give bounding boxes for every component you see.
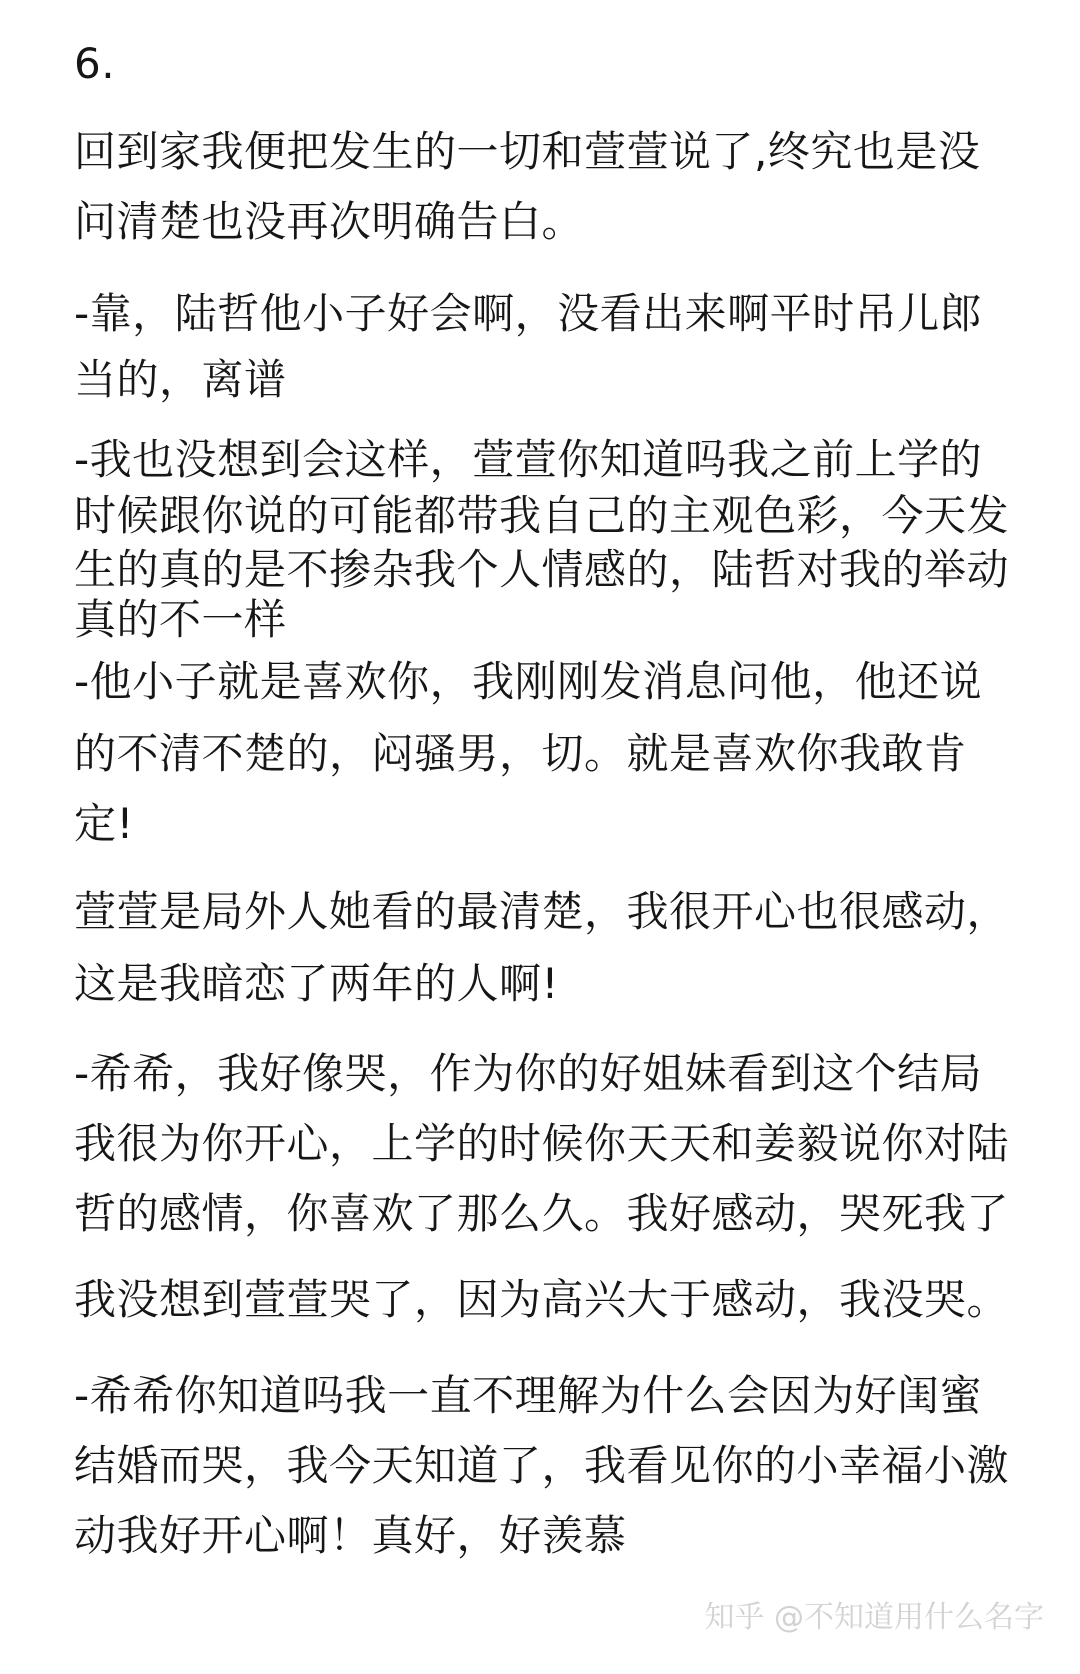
text-line: 时候跟你说的可能都带我自己的主观色彩，今天发 [74,491,1010,540]
text-line: 的不清不楚的，闷骚男，切。就是喜欢你我敢肯 [74,729,967,778]
text-line: -希希，我好像哭，作为你的好姐妹看到这个结局 [74,1049,983,1098]
text-line: 这是我暗恋了两年的人啊! [74,959,559,1008]
text-line: -希希你知道吗我一直不理解为什么会因为好闺蜜 [74,1371,983,1420]
text-line: 萱萱是局外人她看的最清楚，我很开心也很感动， [74,887,1010,936]
text-line: -我也没想到会这样，萱萱你知道吗我之前上学的 [74,435,983,484]
text-line: 真的不一样 [74,595,287,644]
text-line: 生的真的是不掺杂我个人情感的，陆哲对我的举动 [74,545,1010,594]
watermark: 知乎 @不知道用什么名字 [704,1600,1044,1635]
text-line: 定! [74,799,134,848]
text-line: -他小子就是喜欢你，我刚刚发消息问他，他还说 [74,657,983,706]
text-line: -靠，陆哲他小子好会啊，没看出来啊平时吊儿郎 [74,289,983,338]
text-line: 结婚而哭，我今天知道了，我看见你的小幸福小激 [74,1441,1010,1490]
text-line: 问清楚也没再次明确告白。 [74,197,585,246]
text-line: 哲的感情，你喜欢了那么久。我好感动，哭死我了 [74,1189,1010,1238]
text-line: 回到家我便把发生的一切和萱萱说了,终究也是没 [74,127,981,176]
text-line: 动我好开心啊！真好，好羡慕 [74,1511,627,1560]
text-line: 我没想到萱萱哭了，因为高兴大于感动，我没哭。 [74,1275,1010,1324]
text-line: 我很为你开心，上学的时候你天天和姜毅说你对陆 [74,1119,1010,1168]
chapter-number: 6. [74,39,116,88]
text-line: 当的，离谱 [74,355,287,404]
